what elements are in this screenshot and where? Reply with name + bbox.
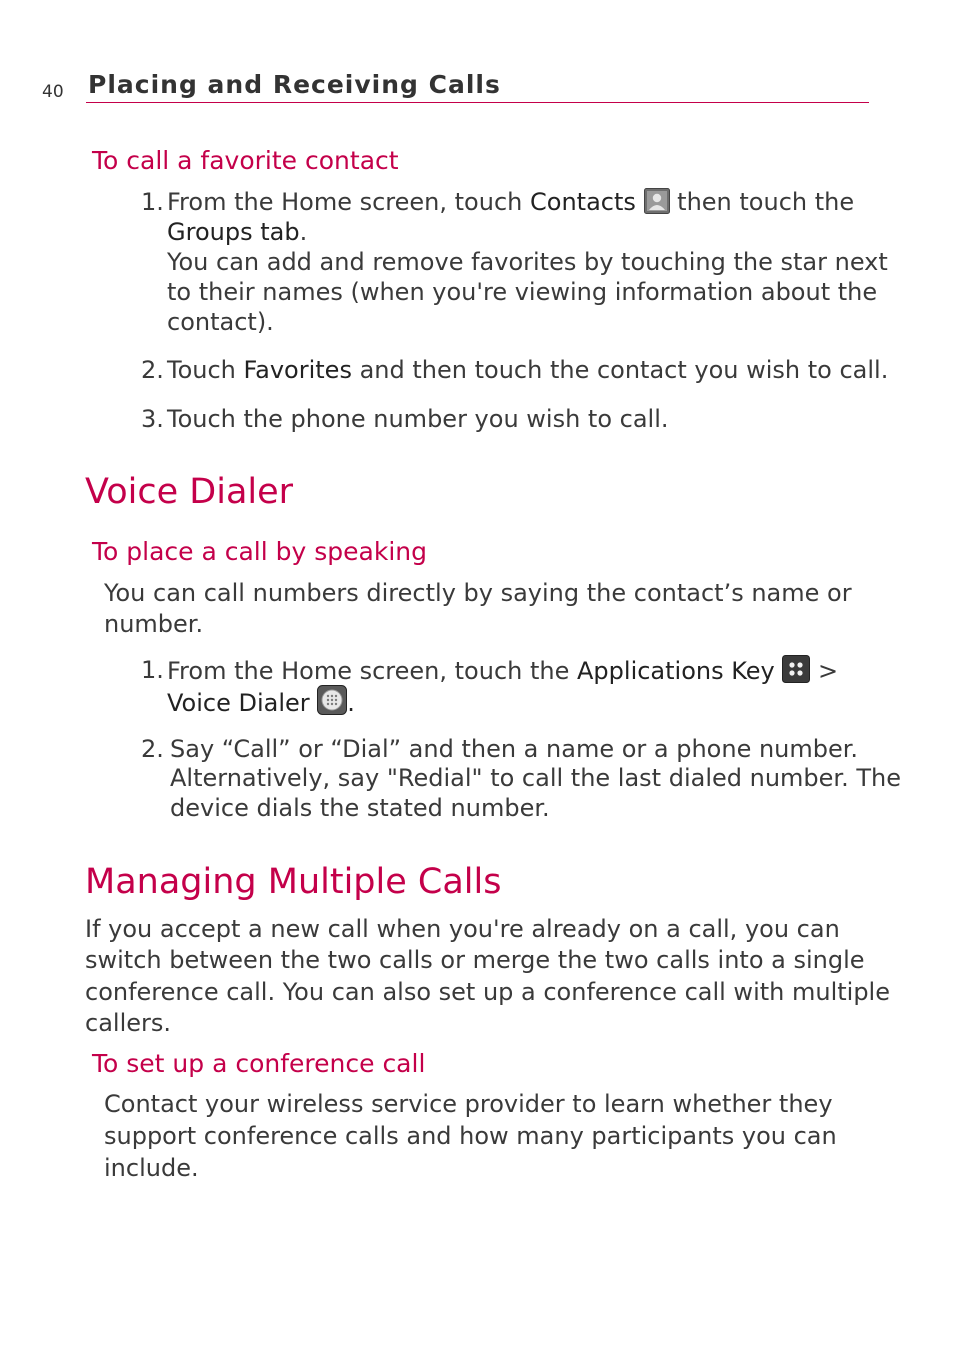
- conference-subheading: To set up a conference call: [92, 1049, 426, 1078]
- fav-step1-line1: [167, 187, 854, 221]
- fav-step3-number: 3.: [141, 405, 164, 433]
- multiple-calls-heading: Managing Multiple Calls: [85, 862, 502, 902]
- voice-dialer-icon: [317, 685, 347, 722]
- voice-step2-number: 2.: [141, 735, 164, 763]
- voice-step1-arrow: >: [818, 657, 839, 685]
- voice-dialer-heading: Voice Dialer: [85, 472, 294, 512]
- multiple-calls-intro-line: If you accept a new call when you're already on a call, you can: [85, 915, 840, 943]
- voice-dialer-keyword: Voice Dialer: [167, 689, 310, 717]
- voice-step1-prefix: From the Home screen, touch the: [167, 657, 570, 685]
- fav-step3-text: Touch the phone number you wish to call.: [167, 405, 669, 433]
- voice-step2-line: device dials the stated number.: [170, 794, 550, 822]
- multiple-calls-intro-line: callers.: [85, 1009, 172, 1037]
- fav-step1-period: .: [299, 218, 308, 246]
- groups-tab-keyword: Groups tab: [167, 218, 300, 246]
- page-number: 40: [42, 82, 64, 102]
- fav-step1-suffix: then touch the: [677, 188, 855, 216]
- voice-intro-line: number.: [104, 610, 204, 638]
- voice-step2-line: Alternatively, say "Redial" to call the last dialed number. The: [170, 764, 901, 792]
- voice-step1-period: .: [347, 689, 355, 717]
- favorites-keyword: Favorites: [243, 356, 352, 384]
- contacts-icon: [644, 188, 670, 221]
- voice-intro-line: You can call numbers directly by saying the contact’s name or: [104, 579, 852, 607]
- applications-key-icon: [782, 655, 810, 690]
- contacts-keyword: Contacts: [530, 188, 636, 216]
- fav-step2-prefix: Touch: [167, 356, 236, 384]
- fav-step2-text: [167, 355, 888, 385]
- applications-key-keyword: Applications Key: [577, 657, 775, 685]
- voice-step1-number: 1.: [141, 656, 164, 684]
- fav-step1-note-line: contact).: [167, 308, 274, 336]
- fav-step1-prefix: From the Home screen, touch: [167, 188, 523, 216]
- fav-step1-note-line: You can add and remove favorites by touching the star next: [167, 248, 888, 276]
- conference-line: include.: [104, 1154, 199, 1182]
- conference-line: Contact your wireless service provider to learn whether they: [104, 1090, 833, 1118]
- section-title: Placing and Receiving Calls: [88, 70, 501, 99]
- voice-step1-line2: [167, 685, 355, 722]
- fav-step1-note-line: to their names (when you're viewing information about the: [167, 278, 878, 306]
- fav-step2-number: 2.: [141, 356, 164, 384]
- fav-step1-line2: [167, 217, 307, 247]
- favorite-subheading: To call a favorite contact: [92, 146, 399, 175]
- voice-step2-line: Say “Call” or “Dial” and then a name or a phone number.: [170, 735, 859, 763]
- header-divider: [86, 102, 869, 103]
- fav-step2-suffix: and then touch the contact you wish to call.: [359, 356, 889, 384]
- multiple-calls-intro-line: conference call. You can also set up a conference call with multiple: [85, 978, 890, 1006]
- conference-line: support conference calls and how many participants you can: [104, 1122, 837, 1150]
- voice-dialer-subheading: To place a call by speaking: [92, 537, 427, 566]
- fav-step1-number: 1.: [141, 188, 164, 216]
- multiple-calls-intro-line: switch between the two calls or merge the two calls into a single: [85, 946, 865, 974]
